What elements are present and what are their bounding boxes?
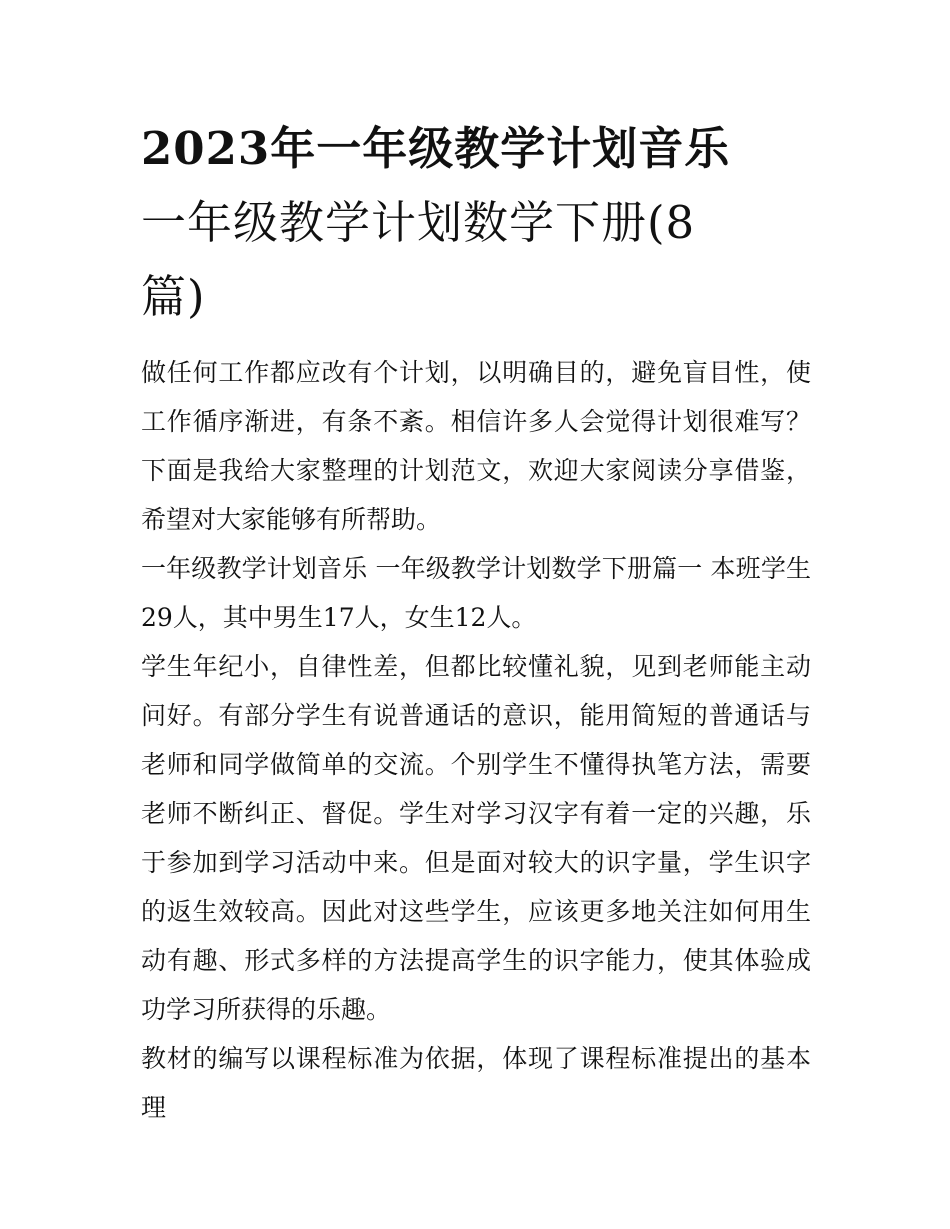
title-line-2: 一年级教学计划数学下册(8 bbox=[141, 196, 696, 249]
paragraph-student-analysis: 学生年纪小，自律性差，但都比较懂礼貌，见到老师能主动问好。有部分学生有说普通话的意识，能用简短的普通话与老师和同学做简单的交流。个别学生不懂得执笔方法，需要老师不断纠正、督促。学生对学习汉字有着一定的兴趣，乐于参加到学习活动中来。但是面对较大的识字量，学生识字的返生效较高。因此对这些学生，应该更多地关注如何用生动有趣、形式多样的方法提高学生的识字能力，使其体验成功学习所获得的乐趣。 bbox=[141, 652, 811, 1024]
title-line-3: 篇) bbox=[141, 270, 206, 323]
title-line-1: 2023年一年级教学计划音乐 bbox=[141, 122, 731, 175]
document-body bbox=[141, 348, 811, 1132]
document-title bbox=[141, 112, 751, 334]
document-content bbox=[141, 112, 811, 1132]
paragraph-intro: 做任何工作都应改有个计划，以明确目的，避免盲目性，使工作循序渐进，有条不紊。相信许多人会觉得计划很难写？下面是我给大家整理的计划范文，欢迎大家阅读分享借鉴，希望对大家能够有所帮助。 bbox=[141, 358, 811, 534]
paragraph-textbook: 教材的编写以课程标准为依据，体现了课程标准提出的基本理 bbox=[141, 1044, 811, 1122]
paragraph-class-info: 一年级教学计划音乐 一年级教学计划数学下册篇一 本班学生29人，其中男生17人，女生12人。 bbox=[141, 554, 811, 632]
